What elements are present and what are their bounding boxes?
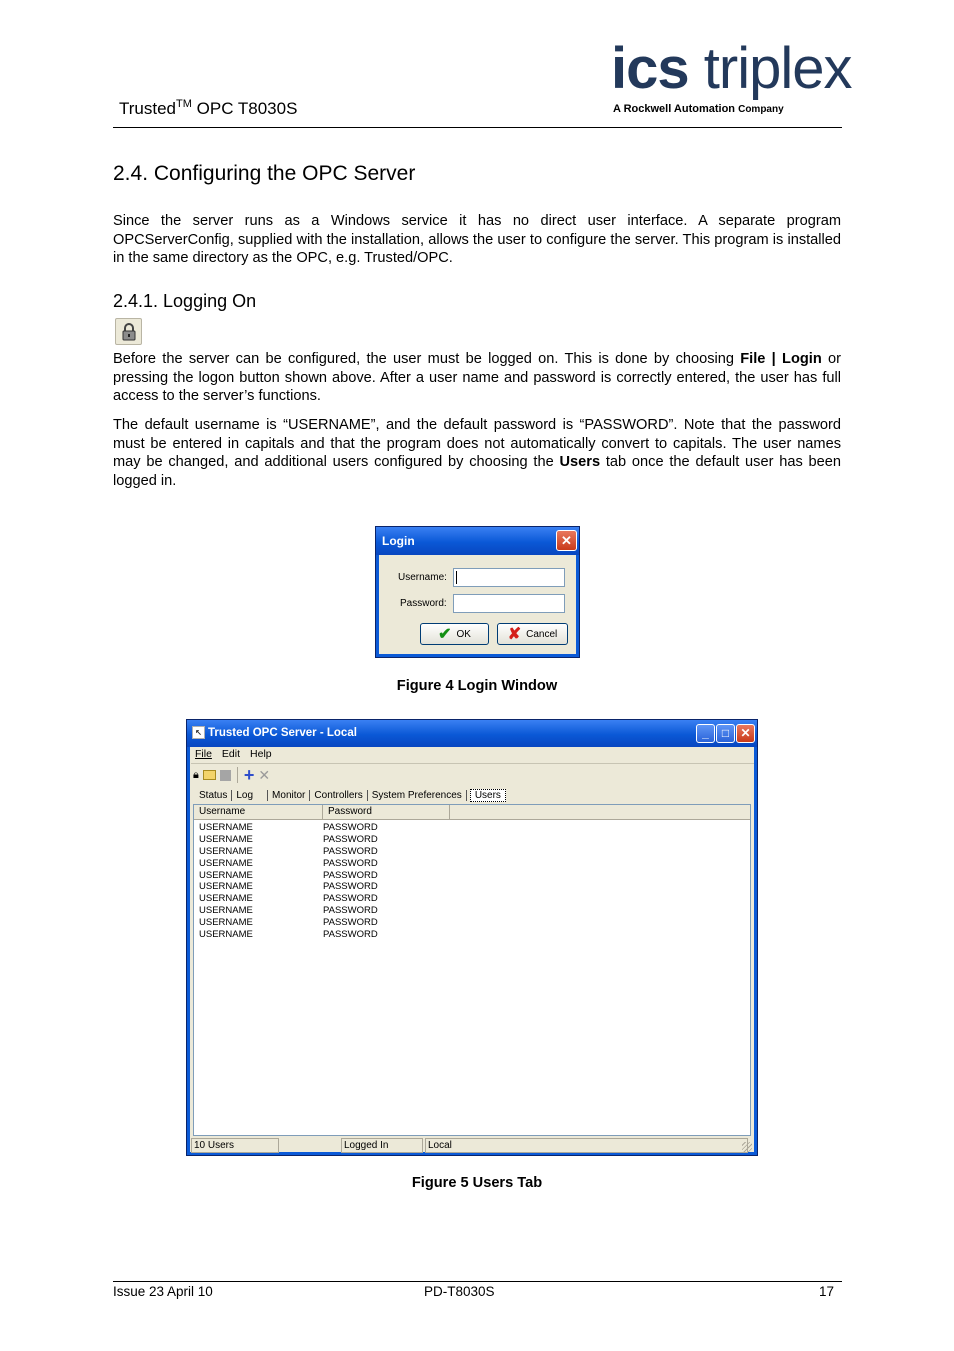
table-row[interactable] bbox=[194, 929, 750, 941]
username-cell: USERNAME bbox=[199, 929, 253, 941]
password-cell: PASSWORD bbox=[323, 857, 378, 869]
footer-issue: Issue 23 April 10 bbox=[113, 1284, 213, 1299]
status-login-state: Logged In bbox=[341, 1138, 423, 1153]
close-icon[interactable]: ✕ bbox=[736, 724, 755, 743]
logon-button[interactable] bbox=[115, 318, 142, 345]
app-icon: ↖ bbox=[192, 726, 205, 739]
cancel-label: Cancel bbox=[526, 628, 558, 640]
file-login-bold: File | Login bbox=[740, 351, 822, 367]
opc-server-window bbox=[186, 719, 758, 1156]
default-text-b: tab once the default user has been logged in. bbox=[113, 454, 841, 489]
username-cell: USERNAME bbox=[199, 881, 253, 893]
table-row[interactable] bbox=[194, 905, 750, 917]
logo-tagline-company: Company bbox=[738, 104, 784, 115]
minimize-icon[interactable]: _ bbox=[696, 724, 715, 743]
logo-ics: ics bbox=[611, 36, 689, 101]
login-title: Login bbox=[382, 534, 415, 548]
maximize-icon[interactable]: □ bbox=[716, 724, 735, 743]
section-heading: 2.4. Configuring the OPC Server bbox=[113, 162, 416, 185]
status-user-count: 10 Users bbox=[191, 1138, 279, 1153]
toolbar-divider bbox=[237, 767, 238, 783]
resize-grip-icon[interactable] bbox=[742, 1142, 752, 1152]
menu-help[interactable]: Help bbox=[250, 748, 272, 760]
table-row[interactable] bbox=[194, 870, 750, 882]
logo-triplex: triplex bbox=[703, 36, 852, 101]
toolbar bbox=[193, 766, 270, 784]
table-row[interactable] bbox=[194, 822, 750, 834]
username-cell: USERNAME bbox=[199, 845, 253, 857]
password-cell: PASSWORD bbox=[323, 833, 378, 845]
intro-paragraph: Since the server runs as a Windows service it has no direct user interface. A separate program OPCServerConfig, supplied with the installation, allows the user to configure the server. This program is installed in the same directory as the OPC, e.g. Trusted/OPC. bbox=[113, 213, 841, 266]
menu-edit[interactable]: Edit bbox=[221, 748, 241, 760]
table-row[interactable] bbox=[194, 881, 750, 893]
default-user-paragraph bbox=[113, 416, 841, 490]
users-list[interactable] bbox=[193, 804, 751, 1136]
password-cell: PASSWORD bbox=[323, 917, 378, 929]
tab-system-preferences[interactable]: System Preferences bbox=[368, 790, 467, 801]
tab-strip bbox=[195, 787, 506, 803]
cancel-x-icon: ✘ bbox=[507, 626, 522, 643]
tab-controllers[interactable]: Controllers bbox=[310, 790, 367, 801]
list-rows bbox=[194, 820, 750, 941]
tab-status[interactable]: Status bbox=[195, 790, 232, 801]
footer-page-number: 17 bbox=[819, 1284, 835, 1299]
status-bar bbox=[191, 1138, 754, 1153]
delete-icon[interactable]: ✕ bbox=[258, 766, 271, 783]
password-field[interactable] bbox=[453, 594, 565, 613]
server-title: Trusted OPC Server - Local bbox=[208, 727, 357, 739]
title-main: Trusted bbox=[119, 99, 177, 118]
header-rule bbox=[113, 127, 842, 128]
tab-monitor[interactable]: Monitor bbox=[268, 790, 310, 801]
add-icon[interactable]: + bbox=[243, 765, 255, 785]
password-cell: PASSWORD bbox=[323, 822, 378, 833]
cancel-button[interactable] bbox=[497, 623, 568, 645]
tab-users[interactable]: Users bbox=[470, 789, 506, 802]
password-cell: PASSWORD bbox=[323, 929, 378, 941]
menu-file[interactable]: File bbox=[195, 748, 212, 760]
default-text-a: The default username is “USERNAME”, and the default password is “PASSWORD”. Note that the password must be entered in capitals and that the program does not automatically convert to capitals. The user names may be changed, and additional users configured by choosing the bbox=[113, 417, 841, 470]
subsection-heading: 2.4.1. Logging On bbox=[113, 291, 257, 311]
text-caret bbox=[456, 571, 457, 584]
table-row[interactable] bbox=[194, 846, 750, 858]
lock-icon[interactable]: 🔒︎ bbox=[193, 768, 199, 781]
login-titlebar bbox=[376, 527, 579, 555]
logo-tagline bbox=[613, 103, 784, 115]
username-cell: USERNAME bbox=[199, 822, 253, 833]
table-row[interactable] bbox=[194, 834, 750, 846]
tab-log[interactable]: Log bbox=[232, 790, 268, 801]
trademark-sup: TM bbox=[176, 98, 192, 110]
status-location: Local bbox=[425, 1138, 748, 1153]
logon-text-b: or pressing the logon button shown above. After a user name and password is correctly entered, the user has full access to the server’s functions. bbox=[113, 351, 842, 404]
table-row[interactable] bbox=[194, 917, 750, 929]
toolbar-separator bbox=[191, 763, 754, 764]
login-dialog bbox=[375, 526, 580, 658]
table-row[interactable] bbox=[194, 858, 750, 870]
username-cell: USERNAME bbox=[199, 869, 253, 881]
footer-rule bbox=[113, 1281, 842, 1282]
folder-icon[interactable] bbox=[203, 770, 216, 780]
title-rest: OPC T8030S bbox=[191, 99, 298, 118]
checkmark-icon: ✔ bbox=[438, 626, 452, 643]
username-cell: USERNAME bbox=[199, 857, 253, 869]
logon-text-a: Before the server can be configured, the user must be logged on. This is done by choosing bbox=[113, 351, 741, 367]
password-cell: PASSWORD bbox=[323, 905, 378, 917]
ok-button[interactable] bbox=[420, 623, 489, 645]
logon-paragraph bbox=[113, 350, 841, 406]
company-logo bbox=[611, 38, 851, 100]
username-cell: USERNAME bbox=[199, 917, 253, 929]
username-cell: USERNAME bbox=[199, 893, 253, 905]
stop-icon[interactable] bbox=[220, 770, 231, 781]
column-username[interactable]: Username bbox=[194, 805, 323, 819]
password-cell: PASSWORD bbox=[323, 893, 378, 905]
logo-tagline-main: A Rockwell Automation bbox=[613, 103, 736, 115]
username-cell: USERNAME bbox=[199, 833, 253, 845]
username-field[interactable] bbox=[453, 568, 565, 587]
password-cell: PASSWORD bbox=[323, 845, 378, 857]
username-label: Username: bbox=[398, 572, 447, 583]
password-cell: PASSWORD bbox=[323, 869, 378, 881]
figure4-caption: Figure 4 Login Window bbox=[396, 678, 558, 694]
ok-label: OK bbox=[456, 628, 471, 640]
table-row[interactable] bbox=[194, 893, 750, 905]
login-body bbox=[376, 555, 579, 657]
menu-bar bbox=[191, 748, 272, 764]
username-cell: USERNAME bbox=[199, 905, 253, 917]
password-label: Password: bbox=[400, 598, 447, 609]
figure5-caption: Figure 5 Users Tab bbox=[411, 1175, 543, 1191]
document-title bbox=[119, 98, 297, 119]
column-password[interactable]: Password bbox=[323, 805, 450, 819]
password-cell: PASSWORD bbox=[323, 881, 378, 893]
close-icon[interactable]: ✕ bbox=[556, 530, 577, 551]
list-header bbox=[194, 805, 750, 820]
users-bold: Users bbox=[559, 454, 601, 470]
lock-icon bbox=[120, 322, 138, 342]
footer-doc-id: PD-T8030S bbox=[424, 1284, 495, 1299]
server-titlebar bbox=[187, 720, 757, 747]
